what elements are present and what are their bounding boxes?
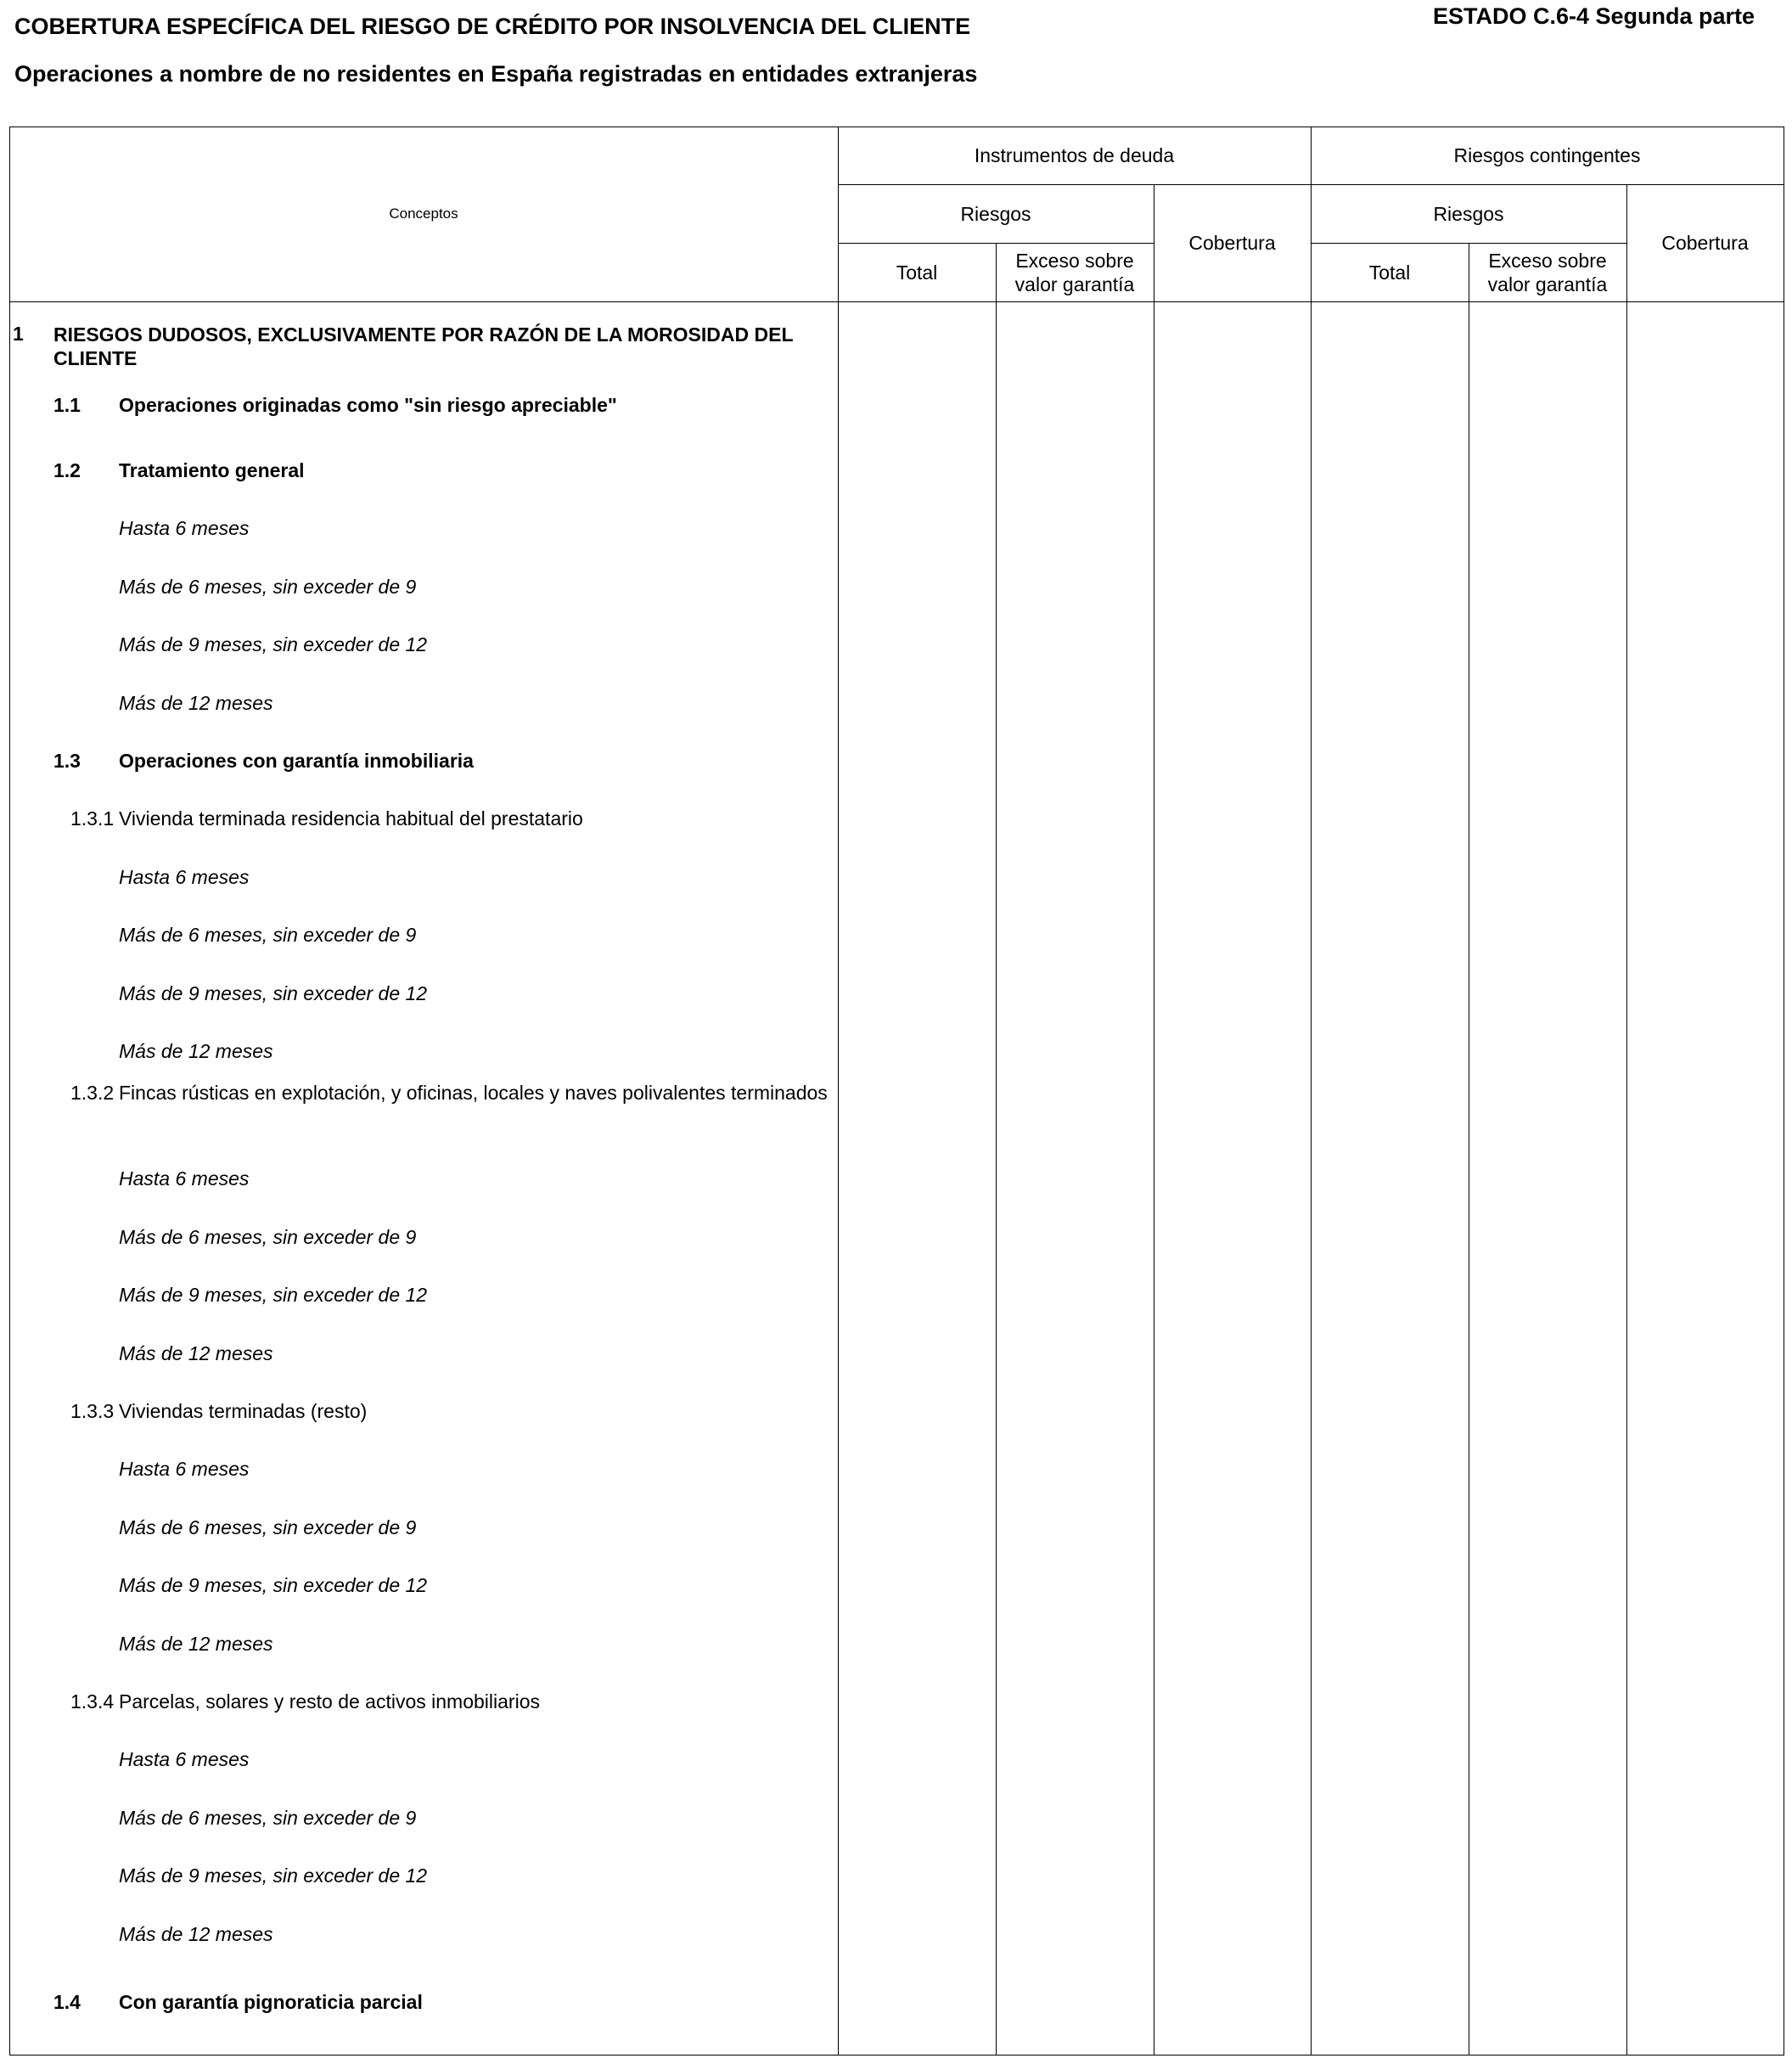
header-instrumentos-deuda: Instrumentos de deuda	[974, 144, 1175, 166]
header-total-2: Total	[1368, 261, 1411, 284]
header-cobertura-2: Cobertura	[1661, 232, 1749, 254]
header-conceptos: Conceptos	[389, 205, 458, 222]
row-label: Operaciones con garantía inmobiliaria	[119, 750, 474, 772]
row-sublabel: Más de 12 meses	[119, 1040, 273, 1062]
row-sublabel: Más de 9 meses, sin exceder de 12	[119, 1284, 428, 1306]
row-sublabel: Más de 9 meses, sin exceder de 12	[119, 982, 428, 1004]
row-number: 1.3.1	[70, 807, 115, 830]
header-bottom-line	[9, 301, 1784, 302]
row-number: 1.3.3	[70, 1400, 115, 1422]
header-riesgos-1: Riesgos	[960, 202, 1031, 225]
row-sublabel: Más de 9 meses, sin exceder de 12	[119, 633, 428, 655]
header-cobertura-1: Cobertura	[1188, 232, 1276, 254]
row-sublabel: Más de 12 meses	[119, 1633, 273, 1655]
row-sublabel: Más de 9 meses, sin exceder de 12	[119, 1864, 428, 1887]
header-riesgos-contingentes: Riesgos contingentes	[1453, 144, 1641, 166]
col-line-exceso-2	[1626, 184, 1627, 2056]
row-sublabel: Hasta 6 meses	[119, 517, 250, 539]
row-label: Parcelas, solares y resto de activos inmobiliarios	[119, 1690, 540, 1713]
row-sublabel: Más de 6 meses, sin exceder de 9	[119, 1516, 417, 1538]
row-label: Con garantía pignoraticia parcial	[119, 1991, 423, 2013]
row-label: Fincas rústicas en explotación, y oficinas, locales y naves polivalentes terminados	[119, 1082, 828, 1104]
row-sublabel: Más de 6 meses, sin exceder de 9	[119, 1226, 417, 1248]
row-sublabel: Más de 6 meses, sin exceder de 9	[119, 924, 417, 946]
row-sublabel: Más de 12 meses	[119, 692, 273, 714]
row-sublabel: Más de 9 meses, sin exceder de 12	[119, 1574, 428, 1596]
row-number: 1.3	[53, 750, 81, 772]
row-label: Tratamiento general	[119, 459, 305, 481]
row-sublabel: Hasta 6 meses	[119, 1167, 250, 1189]
row-number: 1	[13, 323, 24, 345]
row-sublabel: Hasta 6 meses	[119, 1458, 250, 1480]
row-number: 1.4	[53, 1991, 81, 2013]
col-line-total-1	[996, 243, 997, 2056]
table-bottom-border	[9, 2055, 1784, 2056]
row-label: RIESGOS DUDOSOS, EXCLUSIVAMENTE POR RAZÓN DE LA MOROSIDAD DEL CLIENTE	[53, 323, 794, 369]
header-exceso-2: Exceso sobre valor garantía	[1487, 249, 1608, 295]
header-exceso-1: Exceso sobre valor garantía	[1014, 249, 1135, 295]
row-number: 1.2	[53, 459, 81, 481]
header-riesgos-2: Riesgos	[1433, 202, 1504, 225]
document-title: COBERTURA ESPECÍFICA DEL RIESGO DE CRÉDITO POR INSOLVENCIA DEL CLIENTE	[14, 14, 971, 39]
row-label: Vivienda terminada residencia habitual del prestatario	[119, 807, 583, 830]
row-number: 1.3.4	[70, 1690, 115, 1713]
header-total-1: Total	[896, 261, 938, 284]
row-sublabel: Más de 6 meses, sin exceder de 9	[119, 576, 417, 598]
state-code: ESTADO C.6-4 Segunda parte	[1433, 3, 1755, 29]
row-label: Viviendas terminadas (resto)	[119, 1400, 368, 1422]
row-sublabel: Hasta 6 meses	[119, 1748, 250, 1770]
row-sublabel: Más de 12 meses	[119, 1923, 273, 1945]
row-label: Operaciones originadas como "sin riesgo apreciable"	[119, 394, 617, 416]
row-sublabel: Hasta 6 meses	[119, 866, 250, 888]
row-sublabel: Más de 12 meses	[119, 1342, 273, 1364]
row-sublabel: Más de 6 meses, sin exceder de 9	[119, 1807, 417, 1829]
col-line-group-split	[1311, 127, 1312, 2056]
row-number: 1.1	[53, 394, 81, 416]
col-line-conceptos	[838, 127, 839, 2056]
document-subtitle: Operaciones a nombre de no residentes en España registradas en entidades extranjeras	[14, 61, 978, 87]
table-left-border	[9, 127, 10, 2056]
row-number: 1.3.2	[70, 1082, 115, 1104]
